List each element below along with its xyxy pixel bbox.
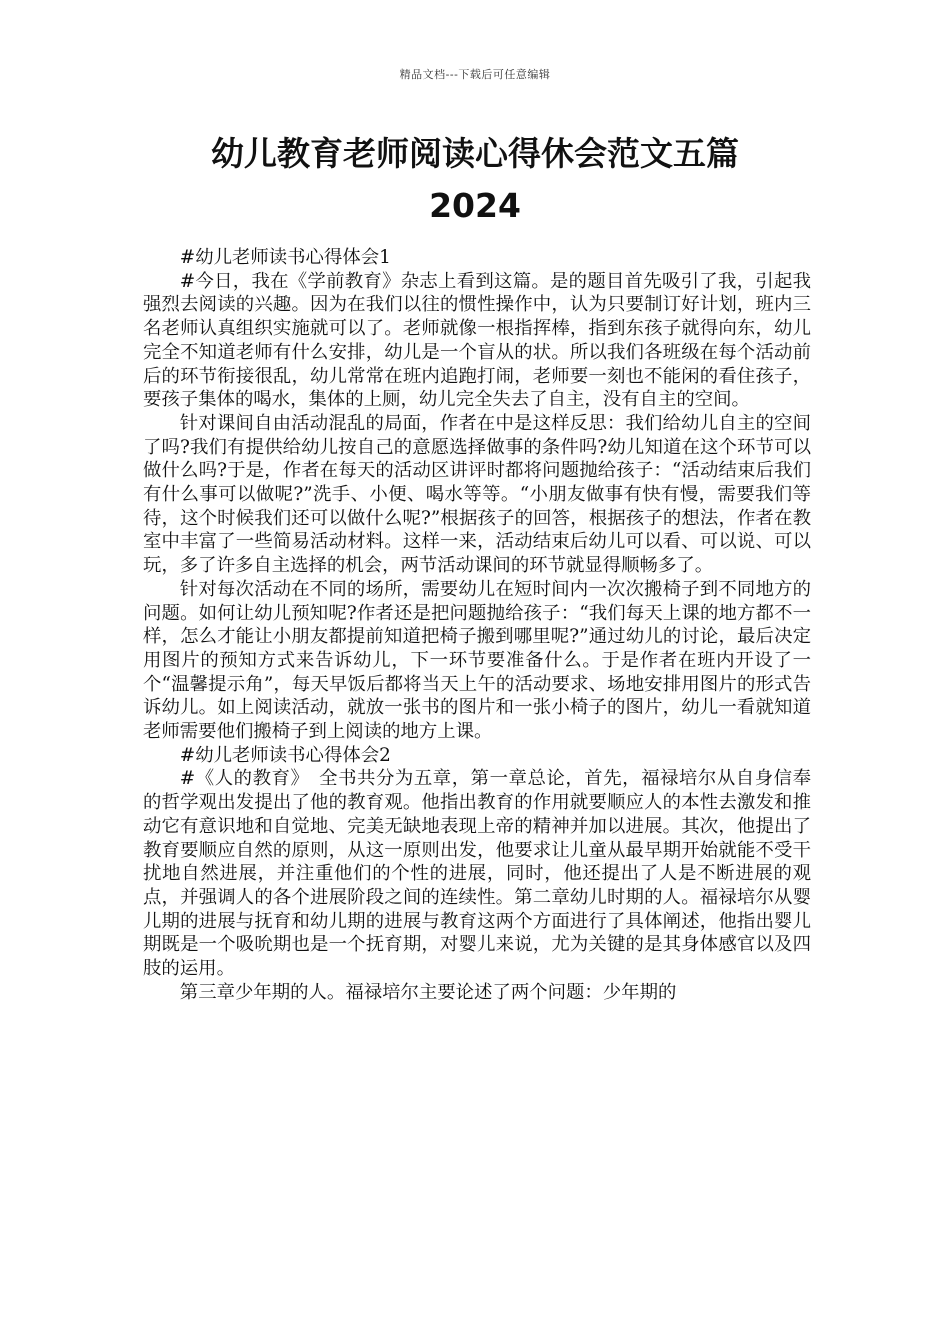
section-heading-1: #幼儿老师读书心得体会1: [179, 247, 391, 268]
title-line-1: 幼儿教育老师阅读心得休会范文五篇: [211, 134, 739, 173]
header-note: 精品文档---下载后可任意编辑: [399, 68, 551, 81]
paragraph: 第三章少年期的人。福禄培尔主要论述了两个问题：少年期的: [179, 981, 677, 1003]
paragraph: 针对每次活动在不同的场所，需要幼儿在短时间内一次次搬椅子到不同地方的问题。如何让幼儿预知呢?作者还是把问题抛给孩子：“我们每天上课的地方都不一样，怎么才能让小朋友都提前知道把椅子搬到哪里呢?”通过幼儿的讨论，最后决定用图片的预知方式来告诉幼儿，下一环节要准备什么。于是作者在班内开设了一个“温馨提示角”，每天早饭后都将当天上午的活动要求、场地安排用图片的形式告诉幼儿。如上阅读活动，就放一张书的图片和一张小椅子的图片，幼儿一看就知道老师需要他们搬椅子到上阅读的地方上课。: [143, 578, 811, 743]
document-body: [143, 246, 811, 1005]
paragraph: #《人的教育》 全书共分为五章，第一章总论，首先，福禄培尔从自身信奉的哲学观出发提出了他的教育观。他指出教育的作用就要顺应人的本性去激发和推动它有意识地和自觉地、完美无缺地表现上帝的精神并加以进展。其次，他提出了教育要顺应自然的原则，从这一原则出发，他要求让儿童从最早期开始就能不受干扰地自然进展，并注重他们的个性的进展，同时，他还提出了人是不断进展的观点，并强调人的各个进展阶段之间的连续性。第二章幼儿时期的人。福禄培尔从婴儿期的进展与抚育和幼儿期的进展与教育这两个方面进行了具体阐述，他指出婴儿期既是一个吸吮期也是一个抚育期，对婴儿来说，尤为关键的是其身体感官以及四肢的运用。: [143, 768, 811, 980]
document-title: [120, 128, 830, 232]
section-heading-2: #幼儿老师读书心得体会2: [179, 744, 391, 766]
paragraph: #今日，我在《学前教育》杂志上看到这篇。是的题目首先吸引了我，引起我强烈去阅读的兴趣。因为在我们以往的惯性操作中，认为只要制订好计划，班内三名老师认真组织实施就可以了。老师就像一根指挥棒，指到东孩子就得向东，幼儿完全不知道老师有什么安排，幼儿是一个盲从的状。所以我们各班级在每个活动前后的环节衔接很乱，幼儿常常在班内追跑打闹，老师要一刻也不能闲的看住孩子，要孩子集体的喝水，集体的上厕，幼儿完全失去了自主，没有自主的空间。: [143, 270, 811, 411]
paragraph: 针对课间自由活动混乱的局面，作者在中是这样反思：我们给幼儿自主的空间了吗?我们有提供给幼儿按自己的意愿选择做事的条件吗?幼儿知道在这个环节可以做什么吗?于是，作者在每天的活动区讲评时都将问题抛给孩子：“活动结束后我们有什么事可以做呢?”洗手、小便、喝水等等。“小朋友做事有快有慢，需要我们等待，这个时候我们还可以做什么呢?”根据孩子的回答，根据孩子的想法，作者在教室中丰富了一些简易活动材料。这样一来，活动结束后幼儿可以看、可以说、可以玩，多了许多自主选择的机会，两节活动课间的环节就显得顺畅多了。: [143, 412, 811, 577]
title-line-2: 2024: [429, 186, 521, 225]
